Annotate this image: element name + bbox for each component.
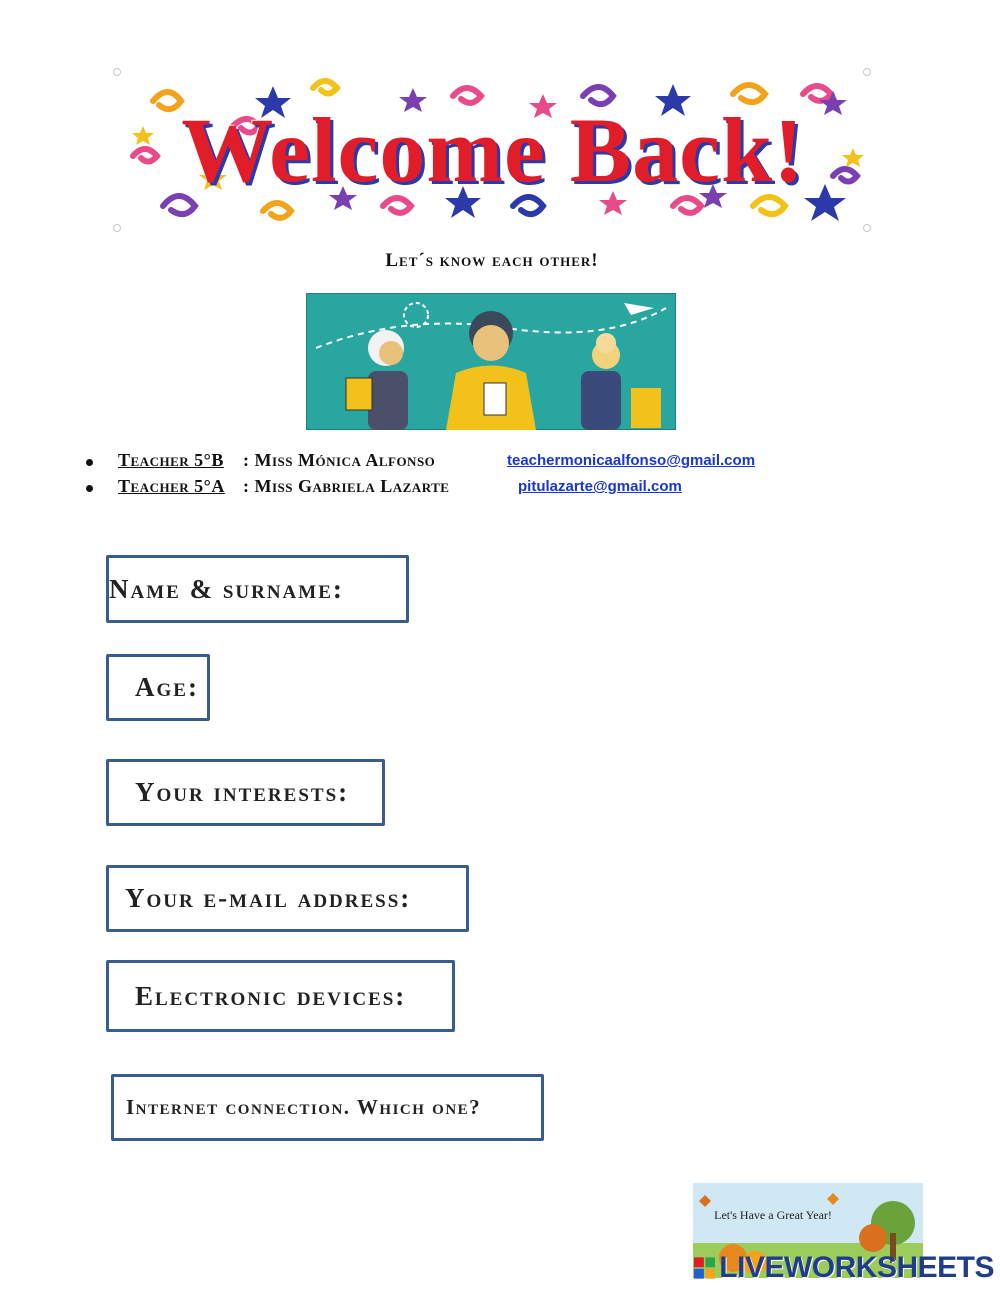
internet-connection-field[interactable] (111, 1074, 544, 1141)
liveworksheets-watermark (694, 1250, 994, 1286)
devices-label: Electronic devices: (135, 980, 407, 1011)
email-label: Your e-mail address: (125, 883, 412, 913)
great-year-message: Let's Have a Great Year! (714, 1208, 832, 1222)
teacher-email-link[interactable]: teachermonicaalfonso@gmail.com (507, 452, 756, 469)
students-illustration-art (306, 293, 676, 430)
image-handle (863, 224, 871, 232)
teacher-label: Teacher 5°A (118, 476, 225, 496)
teacher-row (86, 450, 906, 476)
teacher-name: : Miss Gabriela Lazarte (243, 476, 450, 496)
bullet-icon (86, 459, 93, 466)
age-label: Age: (135, 672, 199, 702)
teacher-label: Teacher 5°B (118, 450, 224, 470)
interests-label: Your interests: (135, 777, 350, 807)
teachers-list (86, 450, 906, 502)
welcome-banner (113, 66, 873, 234)
age-field[interactable] (106, 654, 210, 721)
internet-connection-label: Internet connection. Which one? (126, 1095, 482, 1119)
image-handle (113, 224, 121, 232)
liveworksheets-logo-icon (694, 1254, 715, 1282)
image-handle (113, 68, 121, 76)
teacher-row (86, 476, 906, 502)
image-handle (863, 68, 871, 76)
name-surname-label: Name & surname: (109, 573, 344, 604)
email-field[interactable] (106, 865, 469, 932)
banner-title: Welcome Back! (181, 99, 805, 201)
interests-field[interactable] (106, 759, 385, 826)
teacher-name: : Miss Mónica Alfonso (243, 450, 436, 470)
subtitle: Let´s know each other! (385, 250, 599, 271)
bullet-icon (86, 485, 93, 492)
teacher-email-link[interactable]: pitulazarte@gmail.com (518, 478, 682, 495)
devices-field[interactable] (106, 960, 455, 1032)
students-illustration (306, 293, 676, 430)
name-surname-field[interactable] (106, 555, 409, 623)
liveworksheets-text: LIVEWORKSHEETS (719, 1251, 994, 1284)
